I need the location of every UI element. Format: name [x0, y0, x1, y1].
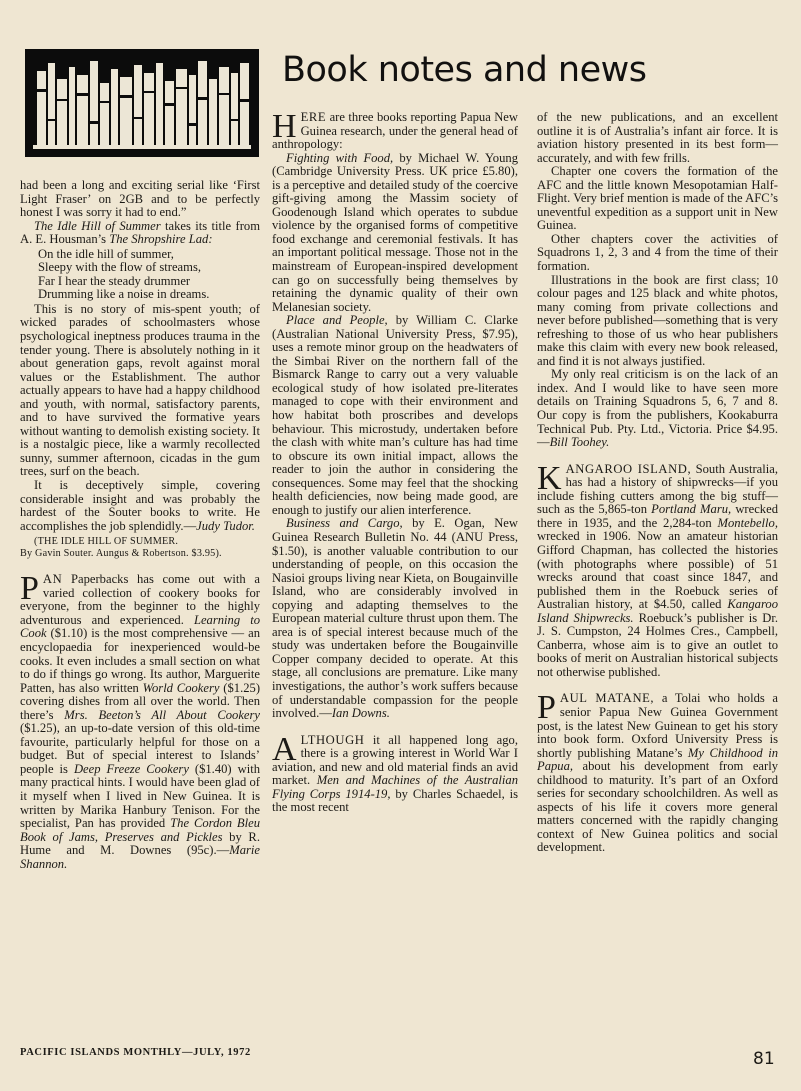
drop-cap: A	[272, 730, 297, 768]
drop-cap: P	[20, 570, 39, 608]
book-spines-icon	[25, 49, 259, 157]
paragraph: Place and People, by William C. Clarke (Australian National University Press, $7.95), uses a remote minor group on the headwaters of the Simbai River on the northern fall of the Bismarck Range to carry out a very valuable ecological study of how isolated pre-literates managed to cope with their environment and how habitat both proscribes and develops behaviour. This microstudy, undertaken before the clash with white man’s culture has had time to obscure its own initial impact, allows the reader to join the author in considering the consequences. Some may feel that the shocking health deficiencies, now being made good, are enough to justify our alien interference.	[272, 313, 518, 517]
column-1	[20, 179, 260, 871]
paragraph: Chapter one covers the formation of the AFC and the little known Mesopotamian Half-Flight. Very brief mention is made of the AFC’s uneventful expedition as a support unit in New Guinea.	[537, 164, 778, 233]
paragraph: Business and Cargo, by E. Ogan, New Guinea Research Bulletin No. 44 (ANU Press, $1.50), is another valuable contribution to our understanding of people, on this occasion the Nasioi groups living near Kieta, on Bougainville Island, who are considerably involved in copying and adapting themselves to the European material culture thrust upon them. The area is of special interest because much of the study was undertaken before the Bougainville Copper company decided to operate. At this stage, all conclusions are premature. Like many investigations, the author’s work suffers because of understandable compassion for the people involved.—Ian Downs.	[272, 516, 518, 721]
paragraph: had been a long and exciting serial like ‘First Light Fraser’ on 2GB and to be perfectly honest I was sorry it had to end.”	[20, 178, 260, 220]
paragraph: PAUL MATANE, a Tolai who holds a senior Papua New Guinea Government post, is the latest New Guinean to get his story into book form. Oxford University Press is shortly publishing Matane’s My Childhood in Papua, about his development from early childhood to maturity. It’s part of an Oxford series for secondary schoolchildren. As well as aspects of his life it covers more general matters concerned with the rapidly changing context of New Guinea politics and social development.	[537, 689, 778, 855]
paragraph: My only real criticism is on the lack of an index. And I would like to have seen more details on Training Squadrons 5, 6, 7 and 8. Our copy is from the publishers, Kookaburra Technical Pub. Pty. Ltd., Victoria. Price $4.95.—Bill Toohey.	[537, 367, 778, 450]
paragraph: PAN Paperbacks has come out with a varied collection of cookery books for everyone, from the beginner to the highly adventurous and experienced. Learning to Cook ($1.10) is the most comprehensive — an encyclopaedia for inexperienced would-be cooks. It even includes a small section on what to do if things go wrong. Its author, Marguerite Patten, has also written World Cookery ($1.25) covering dishes from all over the world. Then there’s Mrs. Beeton’s All About Cookery ($1.25), an up-to-date version of this old-time favourite, particularly helpful for those on a budget. But of special interest to Islands’ people is Deep Freeze Cookery ($1.40) with many practical hints. I would have been glad of it myself when I lived in New Guinea. It is written by Marika Hanbury Tenison. For the specialist, Pan has provided The Cordon Bleu Book of Jams, Preserves and Pickles by R. Hume and M. Downes (95c).—Marie Shannon.	[20, 570, 261, 871]
column-2	[272, 108, 518, 815]
book-spines-logo	[25, 49, 259, 157]
paragraph: KANGAROO ISLAND, South Australia, has had a history of shipwrecks—if you include fishing cutters among the big stuff—such as the 5,865-ton Portland Maru, wrecked there in 1935, and the 2,284-ton Montebello, wrecked in 1906. Now an amateur historian Gifford Chapman, has collected the histories (with photographs where possible) of 51 wrecks around that coast since 1847, and published them in the Roebuck series of Australian history, at $4.50, called Kangaroo Island Shipwrecks. Roebuck’s publisher is Dr. J. S. Cumpston, 24 Holmes Cres., Campbell, Canberra, whose aim is to give an outlet to books of merit on Australian historical subjects not otherwise published.	[537, 459, 778, 679]
page-title: Book notes and news	[282, 50, 647, 90]
paragraph: Illustrations in the book are first class; 10 colour pages and 125 black and white photos, many coming from private collections and never before published—something that is very refreshing to those of us who hear publishers make this claim with every new book released, and find it is not always justified.	[537, 272, 778, 368]
drop-cap: P	[537, 689, 556, 727]
running-footer: PACIFIC ISLANDS MONTHLY—JULY, 1972	[20, 1047, 251, 1058]
poem-line: On the idle hill of summer,	[38, 246, 174, 261]
poem-line: Sleepy with the flow of streams,	[38, 260, 201, 275]
poem-quote	[20, 248, 260, 302]
paragraph: It is deceptively simple, covering considerable insight and was probably the hardest of the Souter books to write. He accomplishes the job splendidly.—Judy Tudor.	[20, 478, 260, 533]
paragraph: Fighting with Food, by Michael W. Young (Cambridge University Press. UK price £5.80), is a perceptive and detailed study of the coercive gift-giving among the Massim society of Goodenough Island which operates to subdue violence by the organised forms of competitive food exchange and ceremonial festivals. It has an important political message. Those not in the mainstream of European-inspired development can go on successfully being themselves by retaining the dynamic quality of their own Melanesian society.	[272, 150, 518, 314]
paragraph: This is no story of mis-spent youth; of wicked parades of schoolmasters whose psychological ineptness produces trauma in the tender young. There is absolutely nothing in it about generation gaps, revolt against moral values or the Establishment. The author actually appears to have had a happy childhood and youth, with normal, satisfactory parents, and to have survived the formative years without wanting to demolish existing society. It is a nostalgic piece, like a warmly recollected sunny, summer afternoon, cicadas in the gum trees, surf on the beach.	[20, 301, 260, 479]
paragraph: Other chapters cover the activities of Squadrons 1, 2, 3 and 4 from the time of their formation.	[537, 231, 778, 274]
book-citation: (THE IDLE HILL OF SUMMER. By Gavin Souter. Aungus & Robertson. $3.95).	[20, 536, 222, 559]
paragraph: of the new publications, and an excellent outline it is of Australia’s infant air force. It is aviation history presented in its best form—accurately, and with few frills.	[537, 110, 778, 165]
paragraph: HERE are three books reporting Papua New Guinea research, under the general head of anthropology:	[272, 108, 518, 152]
drop-cap: K	[537, 459, 562, 497]
page-number: 81	[753, 1049, 775, 1069]
paragraph: The Idle Hill of Summer takes its title from A. E. Housman’s The Shropshire Lad:	[20, 218, 260, 247]
poem-line: Far I hear the steady drummer	[38, 273, 191, 288]
poem-line: Drumming like a noise in dreams.	[38, 287, 210, 302]
column-3	[537, 111, 778, 855]
paragraph: ALTHOUGH it all happened long ago, there is a growing interest in World War I aviation, and new and old material finds an avid market. Men and Machines of the Australian Flying Corps 1914-19, by Charles Schaedel, is the most recent	[272, 730, 518, 815]
drop-cap: H	[272, 108, 297, 145]
